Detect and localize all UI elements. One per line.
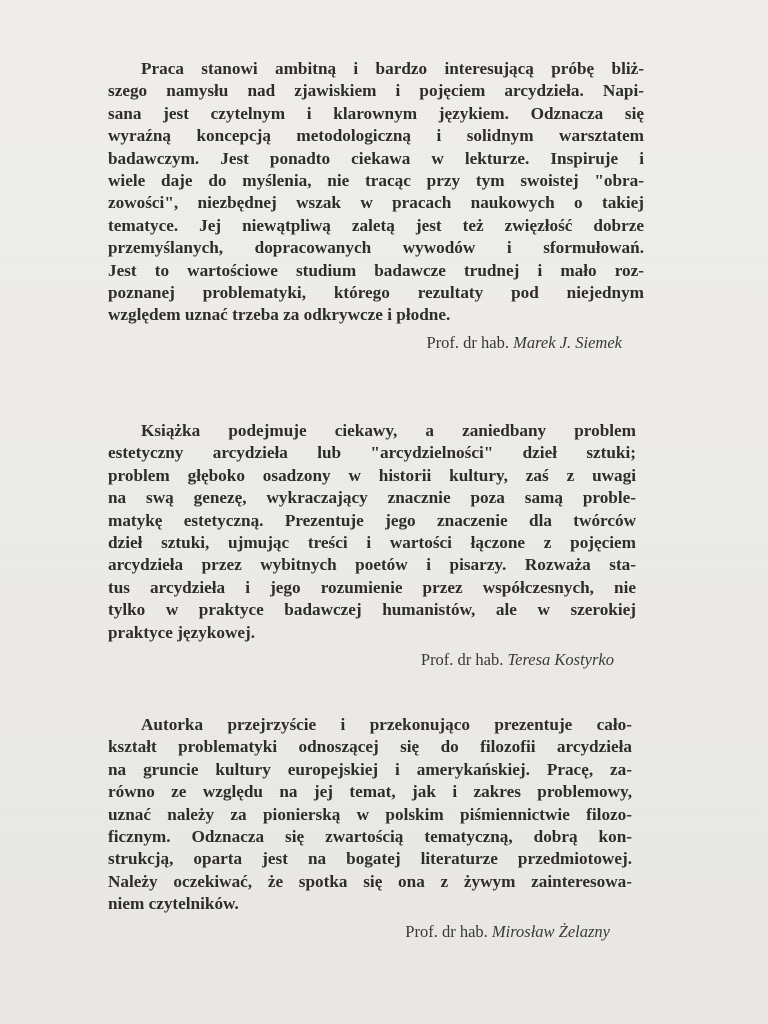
text-line: uznać należy za pionierską w polskim piśmiennictwie filozo- bbox=[108, 804, 632, 824]
signature-name: Mirosław Żelazny bbox=[491, 921, 610, 941]
text-line: ficznym. Odznacza się zwartością tematyczną, dobrą kon- bbox=[108, 827, 632, 847]
reviewer-signature bbox=[108, 922, 632, 942]
text-line: tylko w praktyce badawczej humanistów, ale w szerokiej bbox=[108, 600, 636, 620]
text-line: równo ze względu na jej temat, jak i zakres problemowy, bbox=[108, 782, 632, 802]
reviewer-signature bbox=[108, 333, 644, 353]
text-line: sana jest czytelnym i klarownym językiem. Odznacza się bbox=[108, 103, 644, 123]
text-line: dzieł sztuki, ujmując treści i wartości łączone z pojęciem bbox=[108, 533, 636, 553]
reviewer-signature bbox=[108, 650, 636, 670]
text-line: arcydzieła przez wybitnych poetów i pisarzy. Rozważa sta- bbox=[108, 555, 636, 575]
text-line: względem uznać trzeba za odkrywcze i płodne. bbox=[108, 305, 451, 325]
signature-title: Prof. dr hab. bbox=[426, 332, 509, 352]
review-siemek bbox=[108, 58, 644, 353]
signature-title: Prof. dr hab. bbox=[405, 921, 488, 941]
text-line: wiele daje do myślenia, nie tracąc przy tym swoistej "obra- bbox=[108, 171, 644, 191]
text-line: tus arcydzieła i jego rozumienie przez współczesnych, nie bbox=[108, 577, 636, 597]
review-text bbox=[108, 420, 636, 644]
review-text bbox=[108, 58, 644, 327]
text-line: strukcją, oparta jest na bogatej literaturze przedmiotowej. bbox=[108, 849, 632, 869]
text-line: szego namysłu nad zjawiskiem i pojęciem arcydzieła. Napi- bbox=[108, 81, 644, 101]
text-line: na gruncie kultury europejskiej i amerykańskiej. Pracę, za- bbox=[108, 759, 632, 779]
signature-name: Teresa Kostyrko bbox=[507, 650, 614, 670]
text-line: problem głęboko osadzony w historii kultury, zaś z uwagi bbox=[108, 465, 636, 485]
text-line: przemyślanych, dopracowanych wywodów i sformułowań. bbox=[108, 238, 644, 258]
review-text bbox=[108, 714, 632, 916]
text-line: Jest to wartościowe studium badawcze trudnej i mało roz- bbox=[108, 260, 644, 280]
text-line: estetyczny arcydzieła lub "arcydzielności" dzieł sztuki; bbox=[108, 443, 636, 463]
review-kostyrko bbox=[108, 420, 636, 670]
text-line: Książka podejmuje ciekawy, a zaniedbany problem bbox=[141, 421, 636, 440]
text-line: matykę estetyczną. Prezentuje jego znaczenie dla twórców bbox=[108, 510, 636, 530]
text-line: niem czytelników. bbox=[108, 894, 239, 914]
text-line: na swą genezę, wykraczający znacznie poza samą proble- bbox=[108, 488, 636, 508]
text-line: kształt problematyki odnoszącej się do filozofii arcydzieła bbox=[108, 737, 632, 757]
signature-name: Marek J. Siemek bbox=[513, 332, 622, 352]
signature-title: Prof. dr hab. bbox=[420, 650, 504, 670]
text-line: Praca stanowi ambitną i bardzo interesującą próbę bliż- bbox=[141, 59, 644, 78]
text-line: badawczym. Jest ponadto ciekawa w lekturze. Inspiruje i bbox=[108, 148, 644, 168]
text-line: tematyce. Jej niewątpliwą zaletą jest też zwięzłość dobrze bbox=[108, 215, 644, 235]
text-line: praktyce językowej. bbox=[108, 622, 256, 642]
text-line: wyraźną koncepcją metodologiczną i solidnym warsztatem bbox=[108, 126, 644, 146]
text-line: poznanej problematyki, którego rezultaty pod niejednym bbox=[108, 283, 644, 303]
text-line: Należy oczekiwać, że spotka się ona z żywym zainteresowa- bbox=[108, 871, 632, 891]
review-zelazny bbox=[108, 714, 632, 942]
text-line: Autorka przejrzyście i przekonująco prezentuje cało- bbox=[141, 715, 632, 734]
text-line: zowości", niezbędnej wszak w pracach naukowych o takiej bbox=[108, 193, 644, 213]
